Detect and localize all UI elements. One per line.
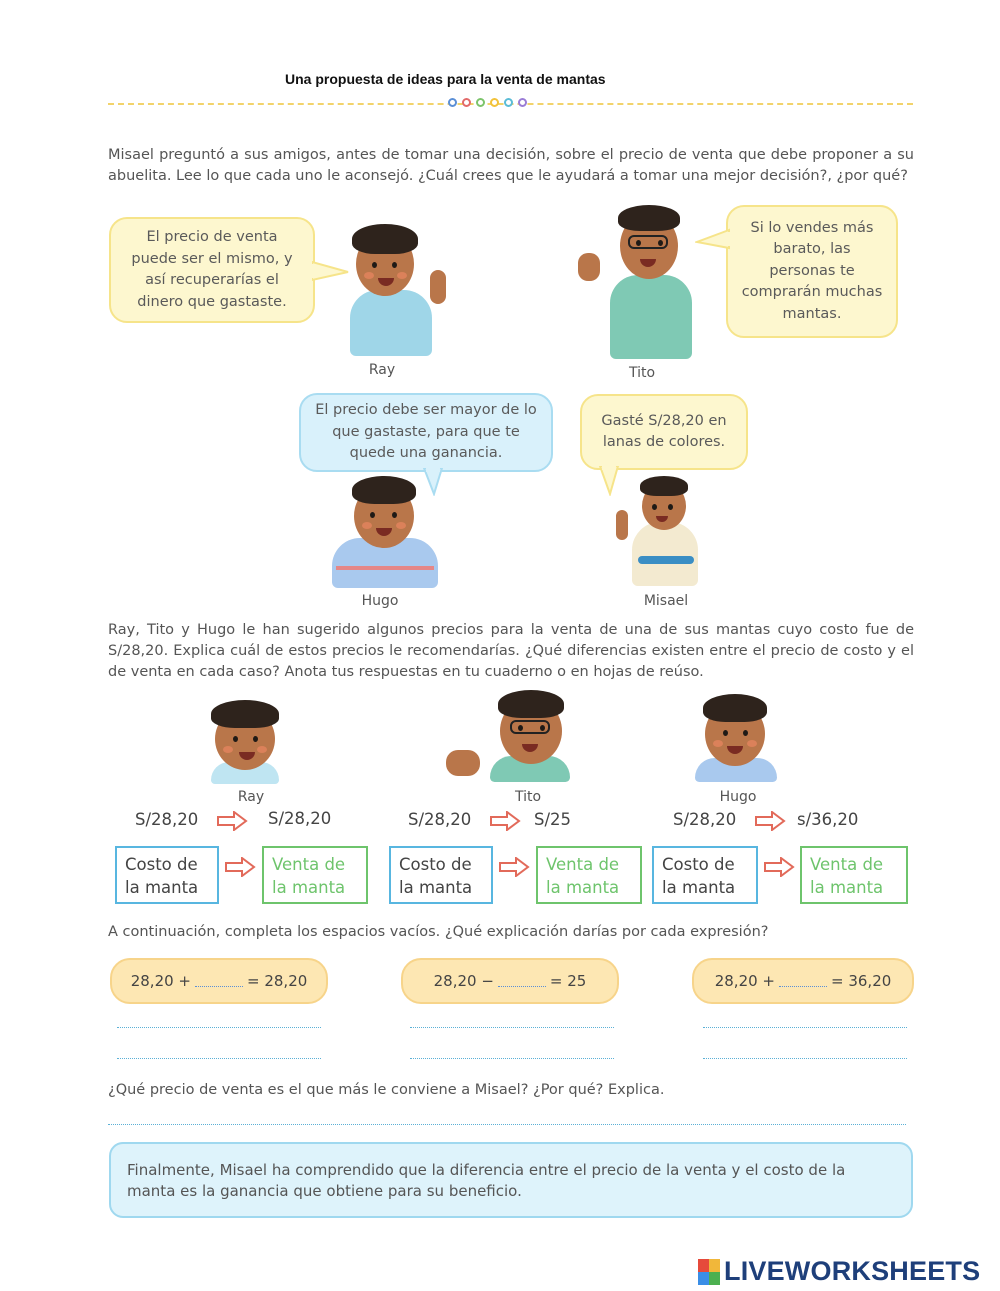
hugo-head-illustration <box>695 694 777 782</box>
answer-line[interactable] <box>410 1058 614 1059</box>
ray-name-label: Ray <box>368 362 396 378</box>
answer-line[interactable] <box>703 1027 907 1028</box>
hugo-name-label: Hugo <box>361 593 399 609</box>
tito-price-arrow-icon <box>489 811 521 831</box>
tito-cost-price: S/28,20 <box>408 810 472 829</box>
tito-bubble-tail <box>695 228 731 252</box>
decorative-dots <box>448 98 527 107</box>
intro-paragraph: Misael preguntó a sus amigos, antes de tomar una decisión, sobre el precio de venta que debe proponer a su abuelita. Lee lo que cada uno le aconsejó. ¿Cuál crees que le ayudará a tomar una mejor decisión?, ¿por qué? <box>108 147 914 184</box>
tito-head-illustration <box>442 690 572 782</box>
expression-pill-ray <box>110 958 328 1004</box>
expression-blank[interactable] <box>779 975 827 987</box>
misael-name-label: Misael <box>643 593 689 609</box>
complete-prompt: A continuación, completa los espacios vacíos. ¿Qué explicación darías por cada expresión? <box>108 924 769 940</box>
tito-speech-bubble <box>726 205 898 338</box>
final-question: ¿Qué precio de venta es el que más le conviene a Misael? ¿Por qué? Explica. <box>108 1082 665 1098</box>
expression-blank[interactable] <box>498 975 546 987</box>
tito-name-label: Tito <box>628 365 656 381</box>
answer-line[interactable] <box>703 1058 907 1059</box>
expression-left: 28,20 + <box>714 972 775 990</box>
tito-sale-price: S/25 <box>534 810 572 829</box>
ray-box-arrow-icon <box>224 857 256 877</box>
ray-price-arrow-icon <box>216 811 248 831</box>
ray-head-illustration <box>205 700 285 784</box>
hugo-price-arrow-icon <box>754 811 786 831</box>
ray-speech-bubble <box>109 217 315 323</box>
conclusion-text: Finalmente, Misael ha comprendido que la diferencia entre el precio de la venta y el costo de la manta es la ganancia que obtiene para su beneficio. <box>127 1161 846 1200</box>
expression-right: = 36,20 <box>831 972 892 990</box>
logo-text: LIVEWORKSHEETS <box>724 1256 981 1286</box>
answer-line[interactable] <box>117 1027 321 1028</box>
expression-blank[interactable] <box>195 975 243 987</box>
tito-sale-box: Venta de la manta <box>536 846 642 904</box>
tito-card-name: Tito <box>514 789 542 805</box>
liveworksheets-logo <box>698 1256 980 1287</box>
hugo-sale-price: s/36,20 <box>797 810 859 829</box>
hugo-speech-bubble <box>299 393 553 472</box>
ray-illustration <box>342 222 462 362</box>
hugo-card-name: Hugo <box>719 789 757 805</box>
misael-speech-text: Gasté S/28,20 en lanas de colores. <box>601 412 727 450</box>
tito-box-arrow-icon <box>498 857 530 877</box>
hugo-cost-box: Costo de la manta <box>652 846 758 904</box>
tito-cost-box: Costo de la manta <box>389 846 493 904</box>
question-paragraph: Ray, Tito y Hugo le han sugerido algunos precios para la venta de una de sus mantas cuyo costo fue de S/28,20. Explica cuál de estos precios le recomendarías. ¿Qué diferencias existen entre el precio de costo y el de venta en cada caso? Anota tus respuestas en tu cuaderno o en hojas de reúso. <box>108 622 914 680</box>
answer-line[interactable] <box>117 1058 321 1059</box>
expression-pill-hugo <box>692 958 914 1004</box>
conclusion-box <box>109 1142 913 1218</box>
misael-illustration <box>612 476 706 588</box>
expression-left: 28,20 + <box>130 972 191 990</box>
hugo-illustration <box>330 476 440 588</box>
hugo-cost-price: S/28,20 <box>673 810 737 829</box>
expression-left: 28,20 − <box>433 972 494 990</box>
expression-pill-tito <box>401 958 619 1004</box>
ray-card-name: Ray <box>237 789 265 805</box>
page-title: Una propuesta de ideas para la venta de mantas <box>285 71 606 87</box>
misael-speech-bubble <box>580 394 748 470</box>
answer-line[interactable] <box>410 1027 614 1028</box>
final-answer-line[interactable] <box>108 1124 906 1125</box>
tito-speech-text: Si lo vendes más barato, las personas te comprarán muchas mantas. <box>741 219 883 322</box>
expression-right: = 25 <box>549 972 587 990</box>
hugo-speech-text: El precio debe ser mayor de lo que gastaste, para que te quede una ganancia. <box>315 402 537 462</box>
ray-cost-price: S/28,20 <box>135 810 199 829</box>
hugo-sale-box: Venta de la manta <box>800 846 908 904</box>
tito-illustration <box>576 205 706 363</box>
hugo-box-arrow-icon <box>763 857 795 877</box>
ray-sale-box: Venta de la manta <box>262 846 368 904</box>
ray-cost-box: Costo de la manta <box>115 846 219 904</box>
liveworksheets-logo-icon <box>698 1259 720 1285</box>
expression-right: = 28,20 <box>247 972 308 990</box>
ray-speech-text: El precio de venta puede ser el mismo, y así recuperarías el dinero que gastaste. <box>131 229 293 310</box>
ray-sale-price: S/28,20 <box>268 809 332 828</box>
